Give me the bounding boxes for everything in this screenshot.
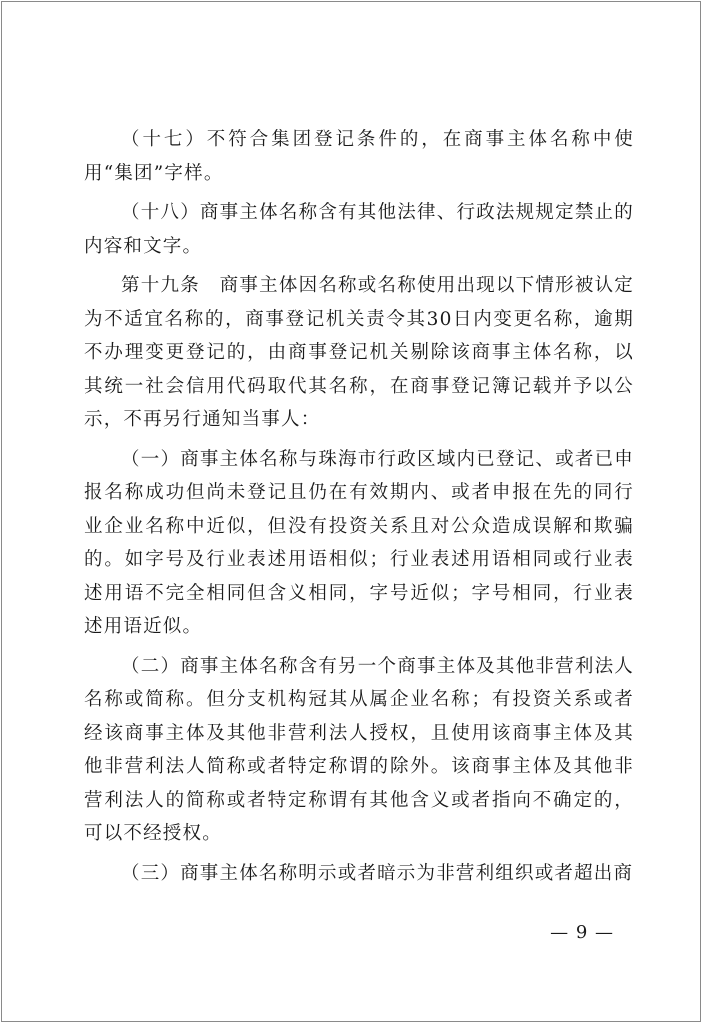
article-19: 第十九条 商事主体因名称或名称使用出现以下情形被认定为不适宜名称的，商事登记机关责令其30日内变更名称，逾期不办理变更登记的，由商事登记机关剔除该商事主体名称，以其统一社会信用代码取代其名称，在商事登记簿记载并予以公示，不再另行通知当事人： <box>84 275 634 430</box>
page-number: — 9 — <box>550 922 614 943</box>
article-19-item-3: （三）商事主体名称明示或者暗示为非营利组织或者超出商 <box>121 862 634 884</box>
paragraph-18: （十八）商事主体名称含有其他法律、行政法规规定禁止的内容和文字。 <box>84 202 634 257</box>
paragraph-17: （十七）不符合集团登记条件的，在商事主体名称中使用“集团”字样。 <box>84 129 634 184</box>
document-page <box>1 1 701 1022</box>
article-19-item-1: （一）商事主体名称与珠海市行政区域内已登记、或者已申报名称成功但尚未登记且仍在有效期内、或者申报在先的同行业企业名称中近似，但没有投资关系且对公众造成误解和欺骗的。如字号及行业表述用语相似；行业表述用语相同或行业表述用语不完全相同但含义相同，字号近似；字号相同，行业表述用语近似。 <box>84 448 634 637</box>
article-19-item-2: （二）商事主体名称含有另一个商事主体及其他非营利法人名称或简称。但分支机构冠其从属企业名称；有投资关系或者经该商事主体及其他非营利法人授权，且使用该商事主体及其他非营利法人简称或者特定称谓的除外。该商事主体及其他非营利法人的简称或者特定称谓有其他含义或者指向不确定的，可以不经授权。 <box>84 655 634 844</box>
document-body <box>84 123 634 896</box>
